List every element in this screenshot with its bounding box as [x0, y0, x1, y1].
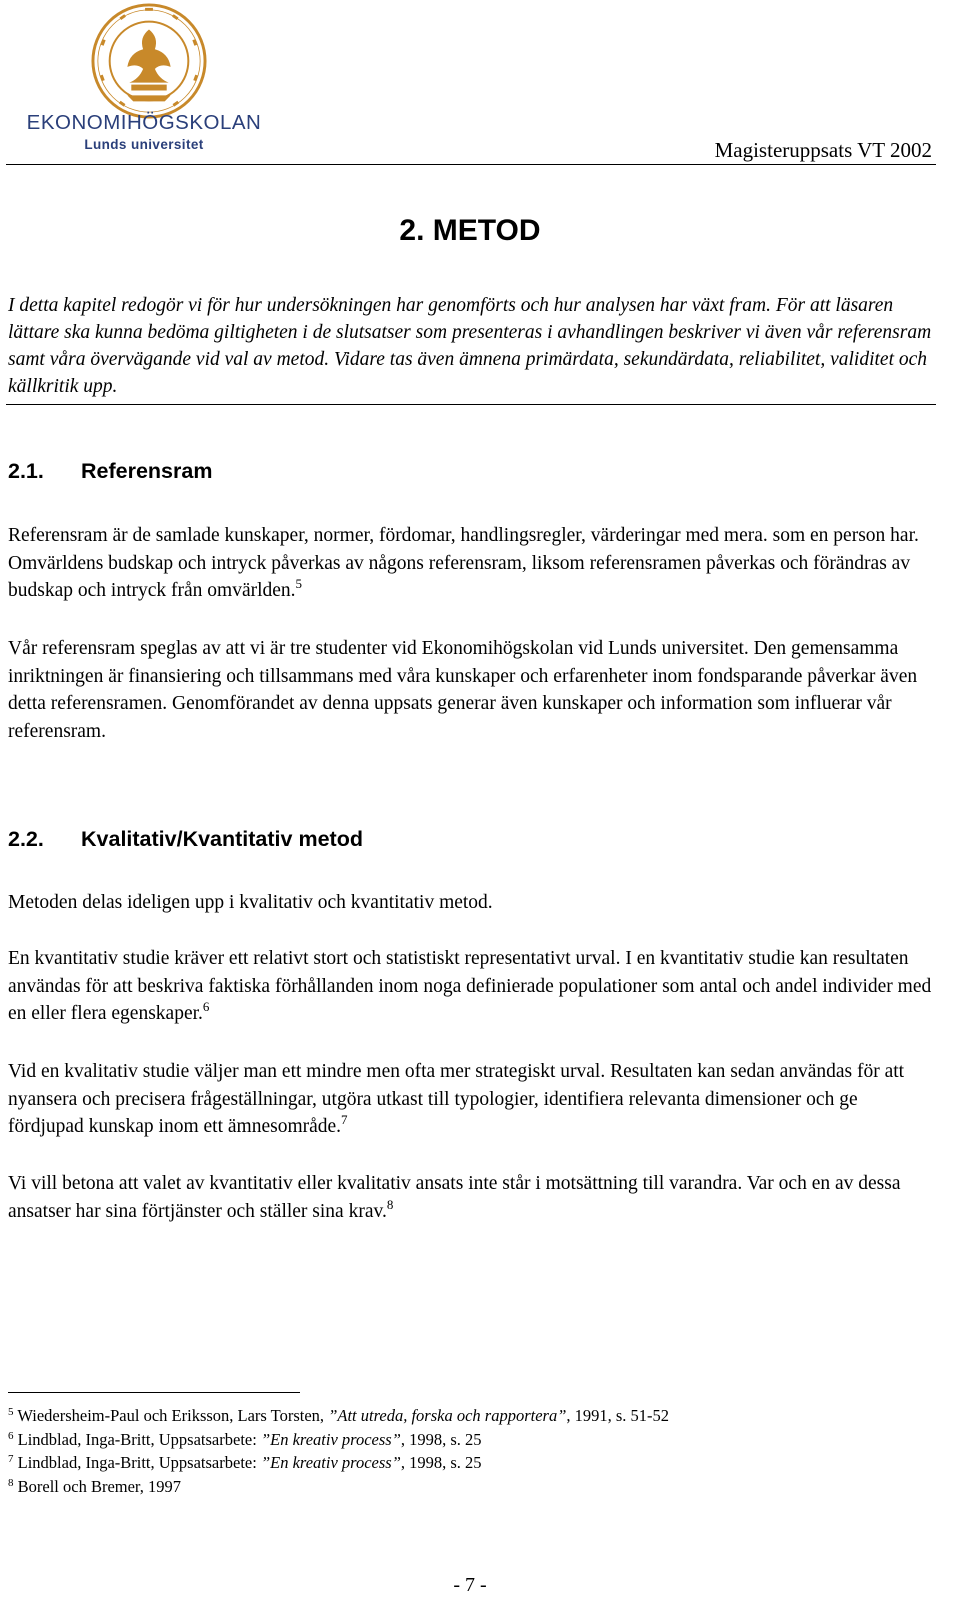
paragraph-text: En kvantitativ studie kräver ett relativt stort och statistiskt representativt urval. I en kvantitativ studie kan resultaten användas för att beskriva faktiska förhållanden inom noga definierade populationer som antal och andel individer med en eller flera egenskaper. — [8, 948, 932, 1024]
paragraph-text: Referensram är de samlade kunskaper, normer, fördomar, handlingsregler, värderingar med mera. som en person har. Omvärldens budskap och intryck påverkas av någons referensram, liksom referensramen påverkas och förändras av budskap och intryck från omvärlden. — [8, 525, 919, 601]
footnote — [8, 1404, 938, 1428]
page-number: - 7 - — [453, 1574, 487, 1596]
paragraph-text: Vi vill betona att valet av kvantitativ eller kvalitativ ansats inte står i motsättning till varandra. Var och en av dessa ansatser har sina förtjänster och ställer sina krav. — [8, 1173, 901, 1222]
footnote-text: Borell och Bremer, 1997 — [17, 1476, 182, 1496]
footnote — [8, 1475, 938, 1499]
footnote-title: ”En kreativ process” — [260, 1453, 401, 1472]
paragraph: Vår referensram speglas av att vi är tre studenter vid Ekonomihögskolan vid Lunds universitet. Den gemensamma inriktningen är finansiering och tillsammans med våra kunskaper och erfarenheter inom fondsparande påverkar även detta referensramen. Genomförandet av denna uppsats generar även kunskaper och information som influerar vår referensram. — [8, 638, 918, 742]
logo-name: EKONOMIHÖGSKOLAN — [26, 111, 262, 134]
footnote-number: 6 — [8, 1429, 14, 1442]
paragraph — [8, 945, 933, 1028]
footnote-text: Lindblad, Inga-Britt, Uppsatsarbete: — [17, 1429, 261, 1449]
paragraph-text: Vid en kvalitativ studie väljer man ett mindre men ofta mer strategiskt urval. Resultaten kan sedan användas för att nyansera och precisera frågeställningar, utgöra utkast till typologier, identifiera relevanta dimensioner och ge fördjupad kunskap inom ett ämnesområde. — [8, 1061, 905, 1137]
footnotes — [8, 1404, 938, 1498]
paragraph — [8, 1170, 933, 1225]
footnote — [8, 1428, 938, 1452]
footnote-divider — [8, 1392, 300, 1393]
footnote-ref[interactable]: 6 — [202, 999, 210, 1014]
footnote-number: 5 — [8, 1406, 14, 1418]
footnote-ref[interactable]: 5 — [295, 576, 303, 591]
footnote — [8, 1451, 938, 1475]
footnote-text: , 1991, s. 51-52 — [566, 1406, 670, 1425]
intro-divider — [6, 404, 936, 405]
header-divider — [6, 164, 936, 165]
section-heading-referensram — [8, 459, 212, 484]
university-logo — [14, 0, 274, 160]
paragraph: Metoden delas ideligen upp i kvalitativ och kvantitativ metod. — [8, 892, 493, 913]
section-title: Referensram — [81, 459, 213, 483]
university-seal-icon — [90, 2, 208, 120]
chapter-title: 2. METOD — [399, 214, 541, 247]
paragraph — [8, 522, 933, 605]
footnote-title: ”En kreativ process” — [260, 1429, 401, 1449]
section-heading-metod — [8, 827, 363, 852]
header-document-label: Magisteruppsats VT 2002 — [714, 138, 932, 162]
footnote-text: Wiedersheim-Paul och Eriksson, Lars Torsten, — [17, 1406, 329, 1425]
section-number: 2.2. — [8, 827, 44, 851]
paragraph — [8, 1058, 933, 1141]
footnote-title: ”Att utreda, forska och rapportera” — [328, 1406, 567, 1425]
chapter-intro: I detta kapitel redogör vi för hur undersökningen har genomförts och hur analysen har växt fram. För att läsaren lättare ska kunna bedöma giltigheten i de slutsatser som presenteras i avhandlingen beskriver vi även vår referensram samt våra övervägande vid val av metod. Vidare tas även ämnena primärdata, sekundärdata, reliabilitet, validitet och källkritik upp. — [8, 295, 932, 397]
footnote-text: , 1998, s. 25 — [400, 1453, 482, 1472]
section-number: 2.1. — [8, 459, 44, 483]
footnote-text: Lindblad, Inga-Britt, Uppsatsarbete: — [17, 1453, 261, 1472]
footnote-ref[interactable]: 7 — [341, 1112, 348, 1127]
footnote-text: , 1998, s. 25 — [400, 1429, 482, 1449]
footnote-ref[interactable]: 8 — [386, 1196, 394, 1212]
footnote-number: 8 — [8, 1476, 14, 1489]
section-title: Kvalitativ/Kvantitativ metod — [81, 827, 363, 851]
footnote-number: 7 — [8, 1453, 14, 1465]
logo-subtitle: Lunds universitet — [84, 137, 204, 152]
